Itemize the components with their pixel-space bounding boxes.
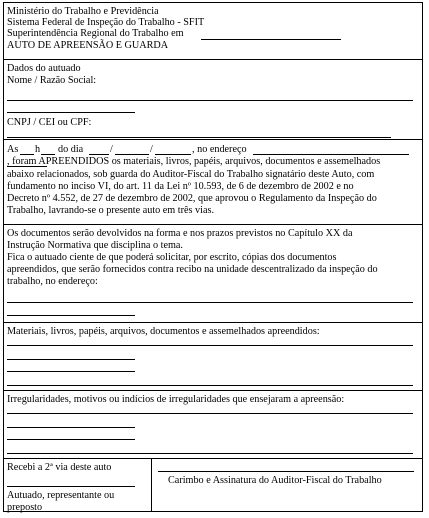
name-field-extra[interactable] [7, 112, 135, 113]
irregularidades-label: Irregularidades, motivos ou indícios de irregularidades que ensejaram a apreensão: [7, 394, 345, 405]
hour-suffix: h [35, 144, 41, 155]
minute-field[interactable] [41, 154, 55, 155]
apreensao-line-4: fundamento no inciso VI, do art. 11 da Lei nº 10.593, de 6 de dezembro de 2002 e no [7, 181, 354, 192]
devolucao-section [4, 225, 422, 323]
irregularidades-field-3[interactable] [7, 439, 135, 440]
irregularidades-field-2[interactable] [7, 427, 135, 428]
carimbo-label: Carimbo e Assinatura do Auditor-Fiscal do Trabalho [168, 475, 382, 486]
irregularidades-section [4, 391, 422, 459]
auditor-signature-field[interactable] [158, 471, 414, 472]
devolucao-address-field[interactable] [7, 302, 413, 303]
ministry-name: Ministério do Trabalho e Previdência [7, 6, 159, 17]
header-section [4, 3, 422, 60]
autuado-signature-field[interactable] [7, 486, 135, 487]
autuado-label-2: preposto [7, 502, 43, 513]
devolucao-address-field-extra[interactable] [7, 315, 135, 316]
month-field[interactable] [115, 154, 149, 155]
devolucao-line-5: trabalho, no endereço: [7, 276, 98, 287]
devolucao-line-4: apreendidos, que serão fornecidos contra recibo na unidade descentralizado da inspeção do [7, 264, 378, 275]
irregularidades-field-1[interactable] [7, 413, 413, 414]
date-prefix: do dia [58, 144, 84, 155]
apreensao-line-6: Trabalho, lavrando-se o presente auto em três vias. [7, 205, 214, 216]
footer-divider [151, 459, 152, 511]
materiais-label: Materiais, livros, papéis, arquivos, documentos e assemelhados apreendidos: [7, 326, 320, 337]
autuado-label-1: Autuado, representante ou [7, 490, 115, 501]
apreensao-line-5: Decreto nº 4.552, de 27 de dezembro de 2002, que aprovou o Regulamento da Inspeção do [7, 193, 377, 204]
autuado-heading: Dados do autuado [7, 63, 81, 74]
name-label: Nome / Razão Social: [7, 75, 97, 86]
recebi-label: Recebi a 2ª via deste auto [7, 462, 112, 473]
cnpj-label: CNPJ / CEI ou CPF: [7, 117, 92, 128]
address-field[interactable] [253, 154, 409, 155]
devolucao-line-3: Fica o autuado ciente de que poderá solicitar, por escrito, cópias dos documentos [7, 252, 337, 263]
auto-apreensao-form [3, 2, 423, 512]
apreensao-line-2: , foram APREENDIDOS os materiais, livros, papéis, arquivos, documentos e assemelhados [7, 156, 381, 167]
materiais-field-3[interactable] [7, 371, 135, 372]
materiais-section [4, 323, 422, 391]
system-name: Sistema Federal de Inspeção do Trabalho - SFIT [7, 17, 205, 28]
devolucao-line-1: Os documentos serão devolvidos na forma e nos prazos previstos no Capítulo XX da [7, 228, 353, 239]
hour-field[interactable] [20, 154, 34, 155]
materiais-field-1[interactable] [7, 345, 413, 346]
materiais-field-4[interactable] [7, 385, 413, 386]
name-field[interactable] [7, 100, 413, 101]
form-title: AUTO DE APREENSÃO E GUARDA [7, 40, 169, 51]
apreensao-section: As h do dia / / , no endereço , foram APREENDIDOS os materiais, livros, papéis, arquivos, documentos e assemelhados abaixo relacionados, sob guarda do Auditor-Fiscal do Trabalho signatário deste Auto, com fundamento no inciso VI, do art. 11 da Lei nº 10.593, de 6 de dezembro de 2002 e no Decreto nº 4.552, de 27 de dezembro de 2002, que aprovou o Regulamento da Inspeção do Trabalho, lavrando-se o presente auto em três vias. [4, 140, 422, 225]
superintendency-label: Superintendência Regional do Trabalho em [7, 28, 184, 39]
materiais-field-2[interactable] [7, 359, 135, 360]
irregularidades-field-4[interactable] [7, 453, 413, 454]
devolucao-line-2: Instrução Normativa que disciplina o tema. [7, 240, 183, 251]
address-prefix: , no endereço [192, 144, 247, 155]
apreensao-line-3: abaixo relacionados, sob guarda do Auditor-Fiscal do Trabalho signatário deste Auto, com [7, 169, 375, 180]
cnpj-field[interactable] [7, 137, 391, 138]
superintendency-field[interactable] [201, 39, 341, 40]
day-field[interactable] [89, 154, 109, 155]
footer-section [4, 459, 422, 511]
autuado-section [4, 60, 422, 140]
year-field[interactable] [155, 154, 191, 155]
time-prefix: As [7, 144, 19, 155]
